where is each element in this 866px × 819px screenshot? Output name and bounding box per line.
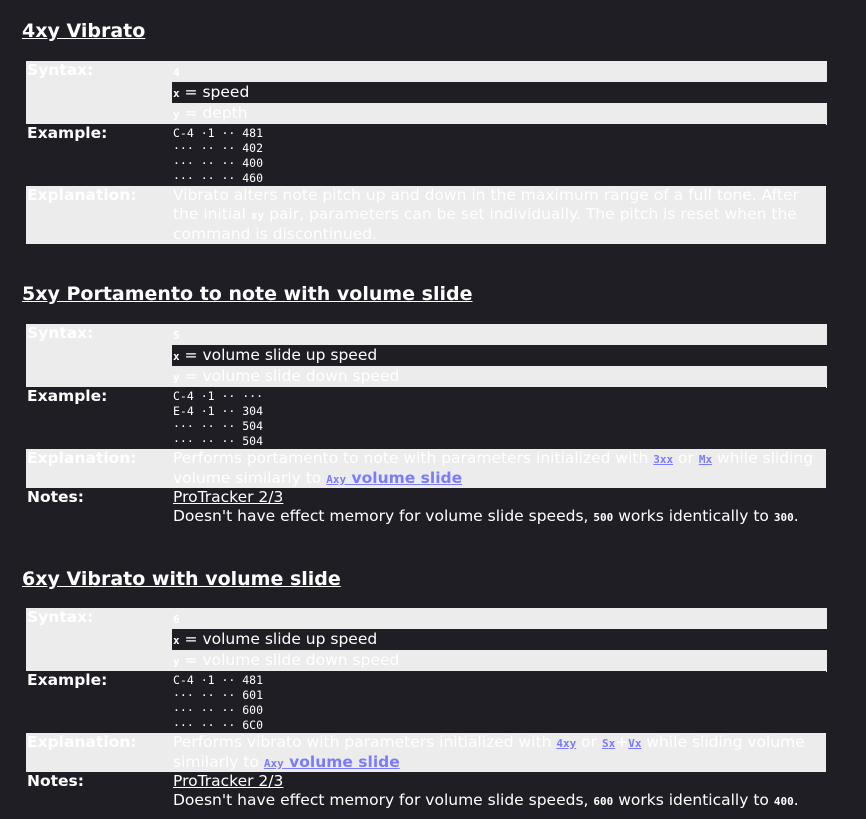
explanation-row [26,186,826,244]
explanation-label: Explanation: [27,186,137,204]
tracker-name: ProTracker 2/3 [173,488,284,506]
syntax-row [26,61,826,124]
link-sx[interactable]: Sx [601,737,616,750]
explanation-label: Explanation: [27,733,137,751]
syntax-y: y = volume slide down speed [172,650,827,672]
explanation-text: Performs vibrato with parameters initialized with 4xy or Sx+Vx while sliding volume similarly to Axy volume slide [173,733,805,771]
syntax-label: Syntax: [27,608,94,626]
link-axy-volume-slide[interactable]: Axy volume slide [263,753,400,771]
example-row [26,387,826,449]
notes-row [26,488,826,530]
explanation-row [26,449,826,488]
notes-row [26,772,826,814]
explanation-label: Explanation: [27,449,137,467]
example-row [26,124,826,186]
notes-text: ProTracker 2/3 Doesn't have effect memory for volume slide speeds, 500 works identically to 300. [172,488,826,527]
syntax-code: 5 [172,324,827,345]
explanation-row [26,733,826,772]
link-4xy[interactable]: 4xy [556,737,577,750]
notes-label: Notes: [27,488,84,506]
example-pattern: C-4 ·1 ·· 481 ··· ·· ·· 402 ··· ·· ·· 400 ··· ·· ·· 460 [173,126,264,185]
syntax-x: x = speed [172,82,827,104]
explanation-text: Vibrato alters note pitch up and down in the maximum range of a full tone. After the initial xy pair, parameters can be set individually. The pitch is reset when the command is discontinued. [173,186,799,243]
syntax-y: y = volume slide down speed [172,366,827,388]
syntax-code: 4 [172,61,827,82]
syntax-row [26,608,826,671]
syntax-code: 6 [172,608,827,629]
example-label: Example: [27,671,108,689]
tracker-name: ProTracker 2/3 [173,772,284,790]
notes-label: Notes: [27,772,84,790]
syntax-y: y = depth [172,103,827,125]
effect-title[interactable]: 5xy Portamento to note with volume slide [22,283,473,305]
link-mx[interactable]: Mx [698,453,713,466]
notes-text: ProTracker 2/3 Doesn't have effect memory for volume slide speeds, 600 works identically to 400. [172,772,826,811]
link-axy-volume-slide[interactable]: Axy volume slide [326,469,463,487]
example-label: Example: [27,387,108,405]
syntax-x: x = volume slide up speed [172,629,827,651]
syntax-row [26,324,826,387]
example-row [26,671,826,733]
link-vx[interactable]: Vx [628,737,642,750]
explanation-text: Performs portamento to note with parameters initialized with 3xx or Mx while sliding volume similarly to Axy volume slide [173,449,814,487]
syntax-label: Syntax: [27,324,94,342]
syntax-x: x = volume slide up speed [172,345,827,367]
effect-title[interactable]: 6xy Vibrato with volume slide [22,568,341,590]
syntax-label: Syntax: [27,61,94,79]
effect-title[interactable]: 4xy Vibrato [22,20,146,42]
example-pattern: C-4 ·1 ·· ··· E-4 ·1 ·· 304 ··· ·· ·· 504 ··· ·· ·· 504 [173,389,264,448]
example-pattern: C-4 ·1 ·· 481 ··· ·· ·· 601 ··· ·· ·· 600 ··· ·· ·· 6C0 [173,673,264,732]
example-label: Example: [27,124,108,142]
link-3xx[interactable]: 3xx [653,453,674,466]
